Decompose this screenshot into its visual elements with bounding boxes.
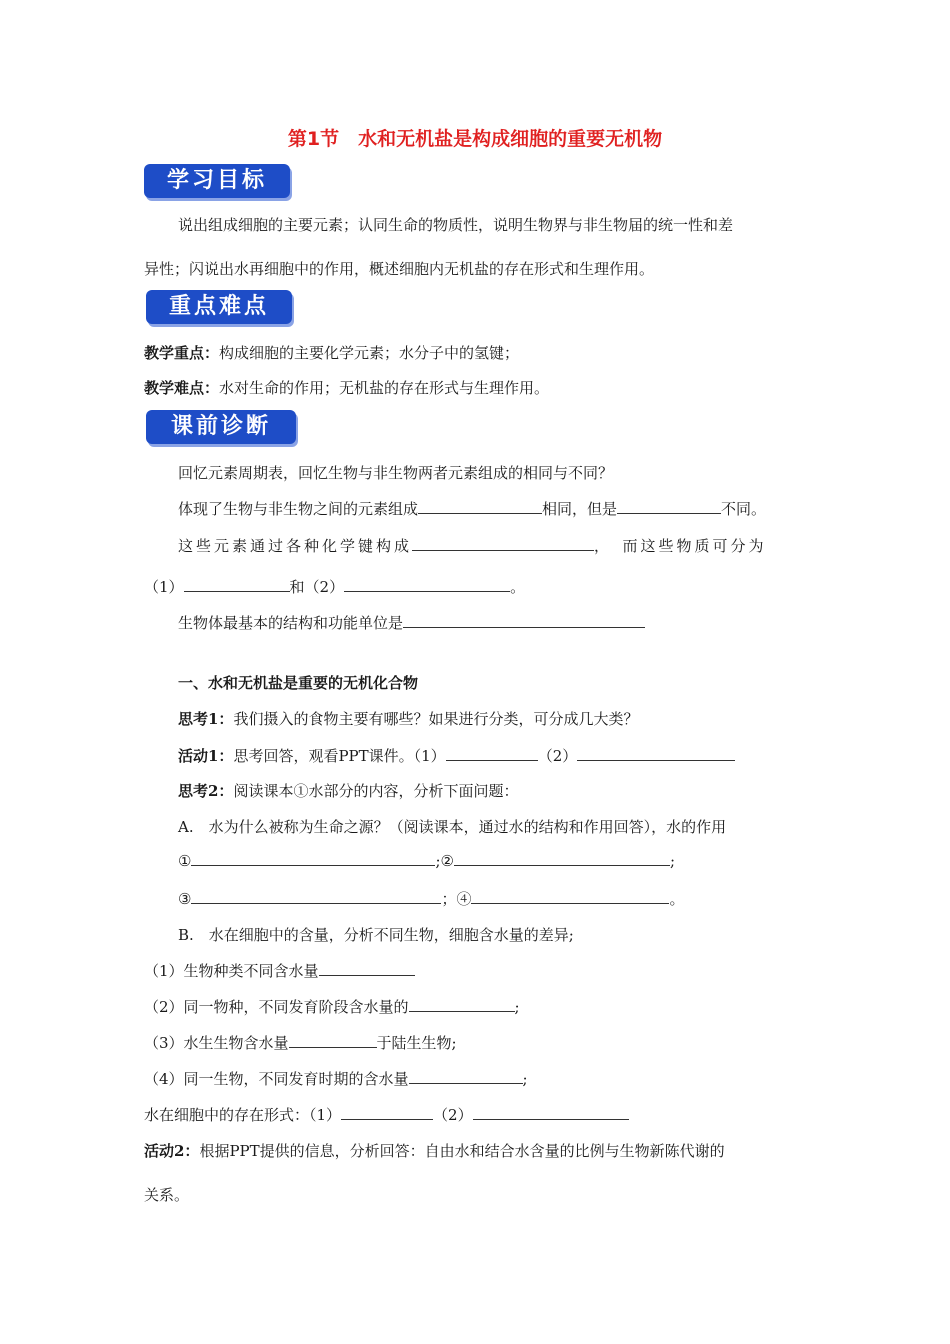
wc2-text: （2）同一物种，不同发育阶段含水量的	[144, 998, 409, 1016]
diag-q5-text: 生物体最基本的结构和功能单位是	[178, 614, 404, 632]
diagnosis-badge: 课前诊断	[146, 410, 296, 444]
question-b: B. 水在细胞中的含量，分析不同生物，细胞含水量的差异;	[178, 926, 574, 944]
fn-3-label: ③	[178, 890, 192, 908]
act2-text: 根据PPT提供的信息，分析回答：自由水和结合水含量的比例与生物新陈代谢的	[199, 1142, 725, 1160]
blank-field[interactable]	[319, 962, 415, 976]
difficulty-text: 水对生命的作用；无机盐的存在形式与生理作用。	[219, 379, 550, 397]
blank-field[interactable]	[454, 852, 670, 866]
act1-label: 活动1：	[178, 747, 234, 765]
blank-field[interactable]	[191, 890, 441, 904]
think1-text: 我们摄入的食物主要有哪些？如果进行分类，可分成几大类？	[233, 710, 639, 728]
blank-field[interactable]	[473, 1106, 629, 1120]
wc4-end: ;	[522, 1070, 528, 1088]
fn-4-label: ；④	[441, 890, 472, 908]
blank-field[interactable]	[409, 998, 515, 1012]
blank-field[interactable]	[403, 614, 645, 628]
diag-q4	[144, 576, 525, 597]
wc2-end: ;	[514, 998, 520, 1016]
diag-q4-text-c: 。	[510, 578, 526, 596]
act1-p2: （2）	[537, 747, 578, 765]
question-a: A. 水为什么被称为生命之源？（阅读课本，通过水的结构和作用回答），水的作用	[178, 818, 727, 836]
water-content-4	[144, 1068, 528, 1089]
blank-field[interactable]	[471, 890, 669, 904]
think1-label: 思考1：	[178, 710, 234, 728]
wc3-end: 于陆生生物;	[376, 1034, 457, 1052]
blank-field[interactable]	[409, 1070, 523, 1084]
diag-q5	[178, 612, 645, 633]
diag-q2-text-b: 相同，但是	[542, 500, 618, 518]
think1-row	[178, 708, 638, 729]
wc3-text: （3）水生生物含水量	[144, 1034, 289, 1052]
act1-text: 思考回答，观看PPT课件。（1）	[233, 747, 446, 765]
diag-q1: 回忆元素周期表，回忆生物与非生物两者元素组成的相同与不同？	[178, 464, 614, 482]
focus-text: 构成细胞的主要化学元素；水分子中的氢键；	[219, 344, 520, 362]
think2-row	[178, 780, 518, 801]
act2-row	[144, 1140, 725, 1161]
act2-line2: 关系。	[144, 1186, 190, 1204]
act2-label: 活动2：	[144, 1142, 200, 1160]
blank-field[interactable]	[617, 500, 721, 514]
functions-row-1	[178, 852, 675, 870]
focus-row	[144, 342, 519, 363]
diag-q2-text-a: 体现了生物与非生物之间的元素组成	[178, 500, 419, 518]
blank-field[interactable]	[184, 578, 290, 592]
blank-field[interactable]	[191, 852, 435, 866]
fn-2-label: ;②	[435, 852, 454, 870]
objectives-badge: 学习目标	[144, 164, 290, 198]
water-content-2	[144, 996, 520, 1017]
diag-q4-text-b: 和（2）	[289, 578, 345, 596]
act1-row	[178, 745, 735, 766]
blank-field[interactable]	[412, 537, 594, 551]
diag-q3-text-b: ， 而这些物质可分为	[594, 537, 767, 555]
diag-q3	[178, 535, 767, 556]
blank-field[interactable]	[577, 747, 735, 761]
water-content-1	[144, 960, 415, 981]
objectives-line1: 说出组成细胞的主要元素；认同生命的物质性，说明生物界与非生物届的统一性和差	[178, 216, 734, 234]
think2-label: 思考2：	[178, 782, 234, 800]
wc1-text: （1）生物种类不同含水量	[144, 962, 319, 980]
fn-1-label: ①	[178, 852, 192, 870]
forms-p2: （2）	[433, 1106, 473, 1124]
blank-field[interactable]	[341, 1106, 433, 1120]
fn-2-end: ;	[669, 852, 676, 870]
water-content-3	[144, 1032, 457, 1053]
keypoints-badge: 重点难点	[146, 290, 292, 324]
blank-field[interactable]	[446, 747, 538, 761]
objectives-line2: 异性；闪说出水再细胞中的作用，概述细胞内无机盐的存在形式和生理作用。	[144, 260, 655, 278]
blank-field[interactable]	[289, 1034, 377, 1048]
difficulty-label: 教学难点：	[144, 379, 220, 397]
diag-q2	[178, 498, 766, 519]
functions-row-2	[178, 888, 684, 909]
think2-text: 阅读课本①水部分的内容，分析下面问题：	[233, 782, 519, 800]
diag-q3-text-a: 这些元素通过各种化学键构成	[178, 537, 413, 555]
blank-field[interactable]	[418, 500, 542, 514]
diag-q2-text-c: 不同。	[721, 500, 767, 518]
blank-field[interactable]	[344, 578, 510, 592]
wc4-text: （4）同一生物，不同发育时期的含水量	[144, 1070, 409, 1088]
forms-text: 水在细胞中的存在形式：（1）	[144, 1106, 342, 1124]
focus-label: 教学重点：	[144, 344, 220, 362]
difficulty-row	[144, 377, 549, 398]
water-forms-row	[144, 1104, 629, 1125]
diag-q4-text-a: （1）	[144, 578, 184, 596]
section1-heading: 一、水和无机盐是重要的无机化合物	[178, 674, 419, 692]
page-title: 第1节 水和无机盐是构成细胞的重要无机物	[287, 128, 663, 150]
fn-4-end: 。	[669, 890, 685, 908]
